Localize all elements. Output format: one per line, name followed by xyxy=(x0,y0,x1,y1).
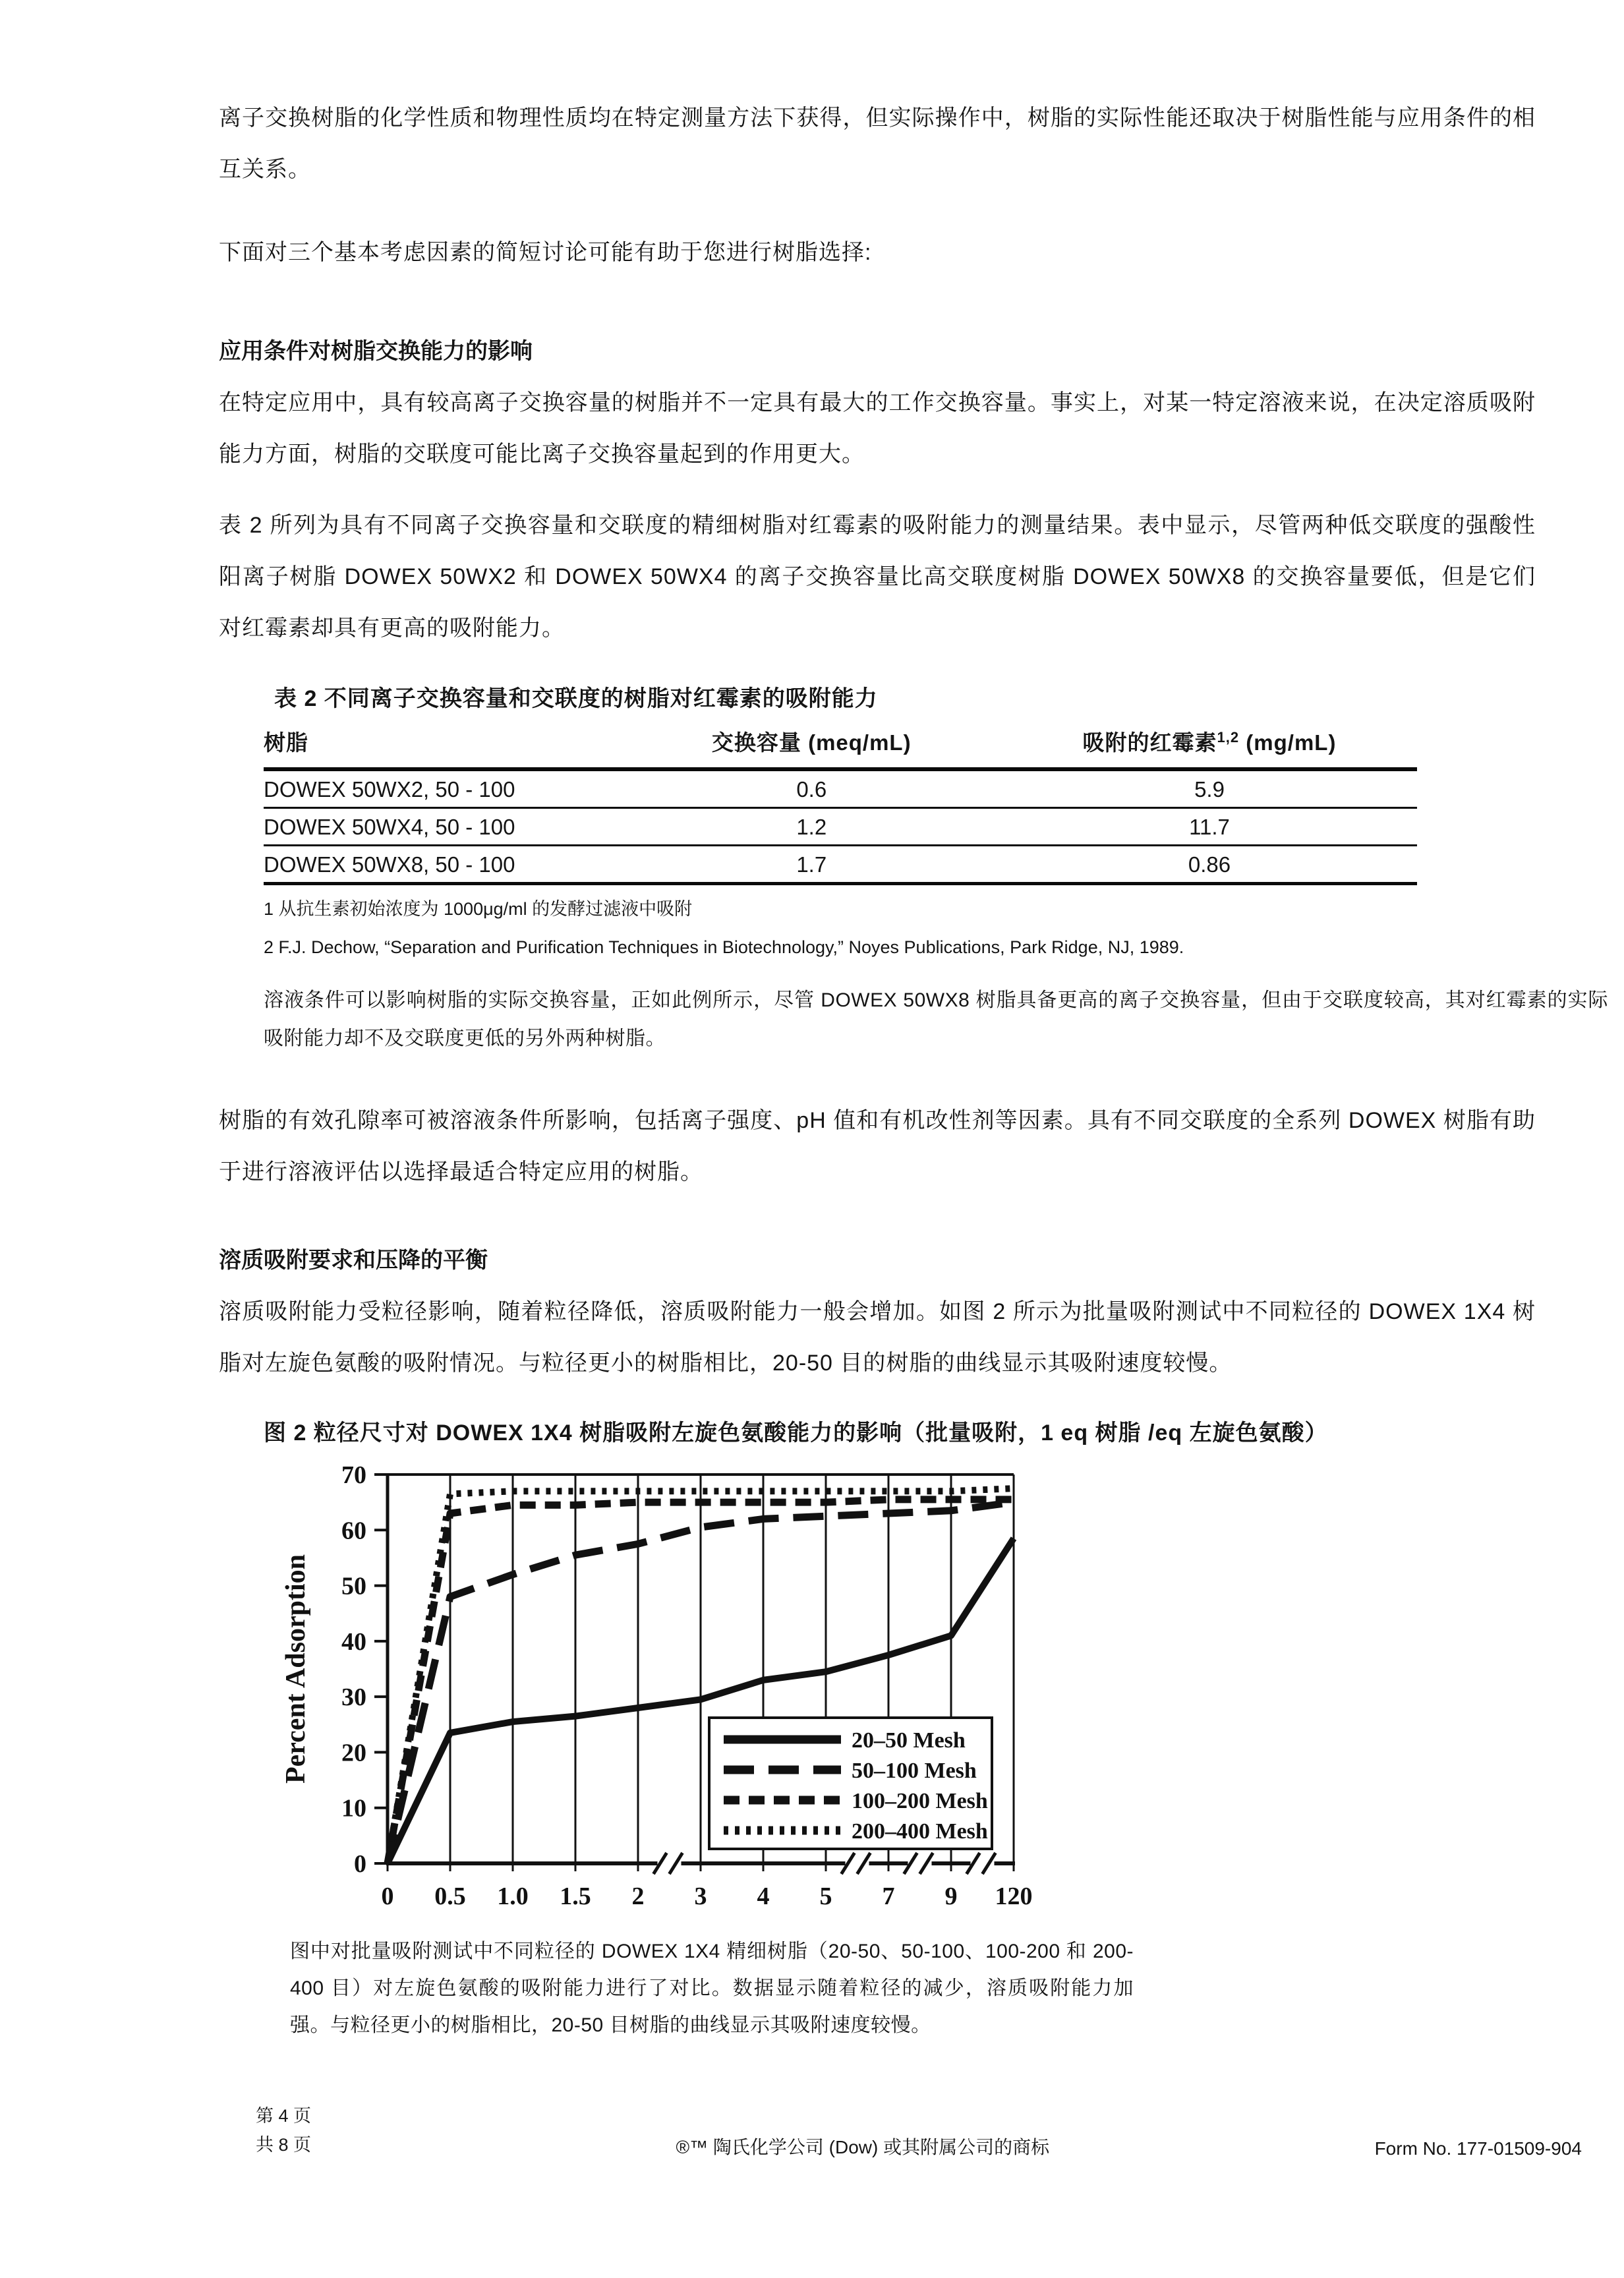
table-footnote-2: 2 F.J. Dechow, “Separation and Purification Techniques in Biotechnology,” Noyes Publications, Park Ridge, NJ, 1989. xyxy=(264,937,1184,957)
table-cell: 1.2 xyxy=(622,808,1002,846)
svg-text:2: 2 xyxy=(631,1883,645,1910)
table-body xyxy=(264,769,1417,884)
svg-text:200–400 Mesh: 200–400 Mesh xyxy=(852,1819,988,1844)
table-note: 溶液条件可以影响树脂的实际交换容量，正如此例所示，尽管 DOWEX 50WX8 树脂具备更高的离子交换容量，但由于交联度较高，其对红霉素的实际吸附能力却不及交联度更低的另外两种树脂。 xyxy=(264,989,1608,1049)
svg-text:5: 5 xyxy=(819,1883,832,1910)
svg-text:50–100 Mesh: 50–100 Mesh xyxy=(852,1759,977,1783)
svg-text:10: 10 xyxy=(341,1794,366,1823)
svg-text:20: 20 xyxy=(341,1739,366,1767)
svg-text:1.5: 1.5 xyxy=(560,1883,591,1910)
svg-text:50: 50 xyxy=(341,1572,366,1600)
table-cell: 1.7 xyxy=(622,846,1002,884)
svg-text:0.5: 0.5 xyxy=(434,1883,466,1910)
svg-text:60: 60 xyxy=(341,1517,366,1545)
section1-heading: 应用条件对树脂交换能力的影响 xyxy=(219,339,533,364)
table-cell: 11.7 xyxy=(1002,808,1417,846)
footnote-marker: 1,2 xyxy=(1217,729,1240,745)
table-cell: DOWEX 50WX2, 50 - 100 xyxy=(264,769,622,808)
table-cell: 0.86 xyxy=(1002,846,1417,884)
svg-text:120: 120 xyxy=(995,1883,1033,1910)
table-cell: 0.6 xyxy=(622,769,1002,808)
intro-paragraph: 离子交换树脂的化学性质和物理性质均在特定测量方法下获得，但实际操作中，树脂的实际性能还取决于树脂性能与应用条件的相互关系。 xyxy=(219,105,1536,182)
table-row xyxy=(264,846,1417,884)
chart-legend xyxy=(709,1718,992,1849)
trademark-line: ®™ 陶氏化学公司 (Dow) 或其附属公司的商标 xyxy=(676,2137,1050,2157)
section2-heading: 溶质吸附要求和压降的平衡 xyxy=(219,1248,488,1273)
svg-text:7: 7 xyxy=(882,1883,895,1910)
svg-text:70: 70 xyxy=(341,1463,366,1489)
page-number xyxy=(256,2101,311,2159)
page-footer xyxy=(219,2101,1582,2159)
figure-chart-wrap xyxy=(282,1463,1536,1924)
table-row xyxy=(264,808,1417,846)
lead-paragraph: 下面对三个基本考虑因素的简短讨论可能有助于您进行树脂选择: xyxy=(219,240,872,265)
section1-para3: 树脂的有效孔隙率可被溶液条件所影响，包括离子强度、pH 值和有机改性剂等因素。具有不同交联度的全系列 DOWEX 树脂有助于进行溶液评估以选择最适合特定应用的树脂。 xyxy=(219,1108,1536,1184)
svg-text:100–200 Mesh: 100–200 Mesh xyxy=(852,1789,988,1813)
figure2-block xyxy=(219,1407,1536,2044)
svg-text:9: 9 xyxy=(944,1883,958,1910)
svg-text:20–50 Mesh: 20–50 Mesh xyxy=(852,1728,966,1753)
table-cell: DOWEX 50WX8, 50 - 100 xyxy=(264,846,622,884)
chart-x-axis xyxy=(382,1863,1033,1910)
table-footnote-1: 1 从抗生素初始浓度为 1000μg/ml 的发酵过滤液中吸附 xyxy=(264,899,693,919)
svg-text:1.0: 1.0 xyxy=(497,1883,529,1910)
svg-text:0: 0 xyxy=(354,1850,366,1878)
table-header xyxy=(264,722,1417,769)
col-header-capacity: 交换容量 (meq/mL) xyxy=(622,722,1002,769)
table-title: 表 2 不同离子交换容量和交联度的树脂对红霉素的吸附能力 xyxy=(274,686,878,711)
resin-adsorption-table xyxy=(264,722,1417,885)
svg-text:3: 3 xyxy=(694,1883,707,1910)
form-number: Form No. 177-01509-904 xyxy=(1374,2138,1582,2159)
section1-para1: 在特定应用中，具有较高离子交换容量的树脂并不一定具有最大的工作交换容量。事实上，对某一特定溶液来说，在决定溶质吸附能力方面，树脂的交联度可能比离子交换容量起到的作用更大。 xyxy=(219,390,1536,467)
svg-text:4: 4 xyxy=(757,1883,770,1910)
table-cell: DOWEX 50WX4, 50 - 100 xyxy=(264,808,622,846)
col-header-erythromycin: 吸附的红霉素$^{1,2}$ (mg/mL) xyxy=(1002,722,1417,769)
figure-caption: 图中对批量吸附测试中不同粒径的 DOWEX 1X4 精细树脂（20-50、50-100、100-200 和 200-400 目）对左旋色氨酸的吸附能力进行了对比。数据显示随着粒径的减少，溶质吸附能力加强。与粒径更小的树脂相比，20-50 目树脂的曲线显示其吸附速度较慢。 xyxy=(290,1941,1134,2036)
svg-text:Percent Adsorption: Percent Adsorption xyxy=(282,1554,311,1784)
table-row xyxy=(264,769,1417,808)
svg-text:30: 30 xyxy=(341,1683,366,1712)
section1-para2: 表 2 所列为具有不同离子交换容量和交联度的精细树脂对红霉素的吸附能力的测量结果。表中显示，尽管两种低交联度的强酸性阳离子树脂 DOWEX 50WX2 和 DOWEX 50WX4 的离子交换容量比高交联度树脂 DOWEX 50WX8 的交换容量要低，但是它们对红霉素却具有更高的吸附能力。 xyxy=(219,513,1536,641)
chart-y-axis xyxy=(282,1463,388,1878)
section2-para1: 溶质吸附能力受粒径影响，随着粒径降低，溶质吸附能力一般会增加。如图 2 所示为批量吸附测试中不同粒径的 DOWEX 1X4 树脂对左旋色氨酸的吸附情况。与粒径更小的树脂相比，20-50 目的树脂的曲线显示其吸附速度较慢。 xyxy=(219,1299,1536,1376)
table-cell: 5.9 xyxy=(1002,769,1417,808)
svg-text:40: 40 xyxy=(341,1627,366,1656)
figure-title: 图 2 粒径尺寸对 DOWEX 1X4 树脂吸附左旋色氨酸能力的影响（批量吸附，1 eq 树脂 /eq 左旋色氨酸） xyxy=(264,1420,1328,1446)
figure-chart xyxy=(282,1463,1040,1921)
svg-text:0: 0 xyxy=(381,1883,394,1910)
col-header-resin: 树脂 xyxy=(264,722,622,769)
page-number-line1: 第 4 页 xyxy=(256,2106,312,2126)
page-number-line2: 共 8 页 xyxy=(256,2135,312,2155)
table2-block xyxy=(219,680,1608,1058)
